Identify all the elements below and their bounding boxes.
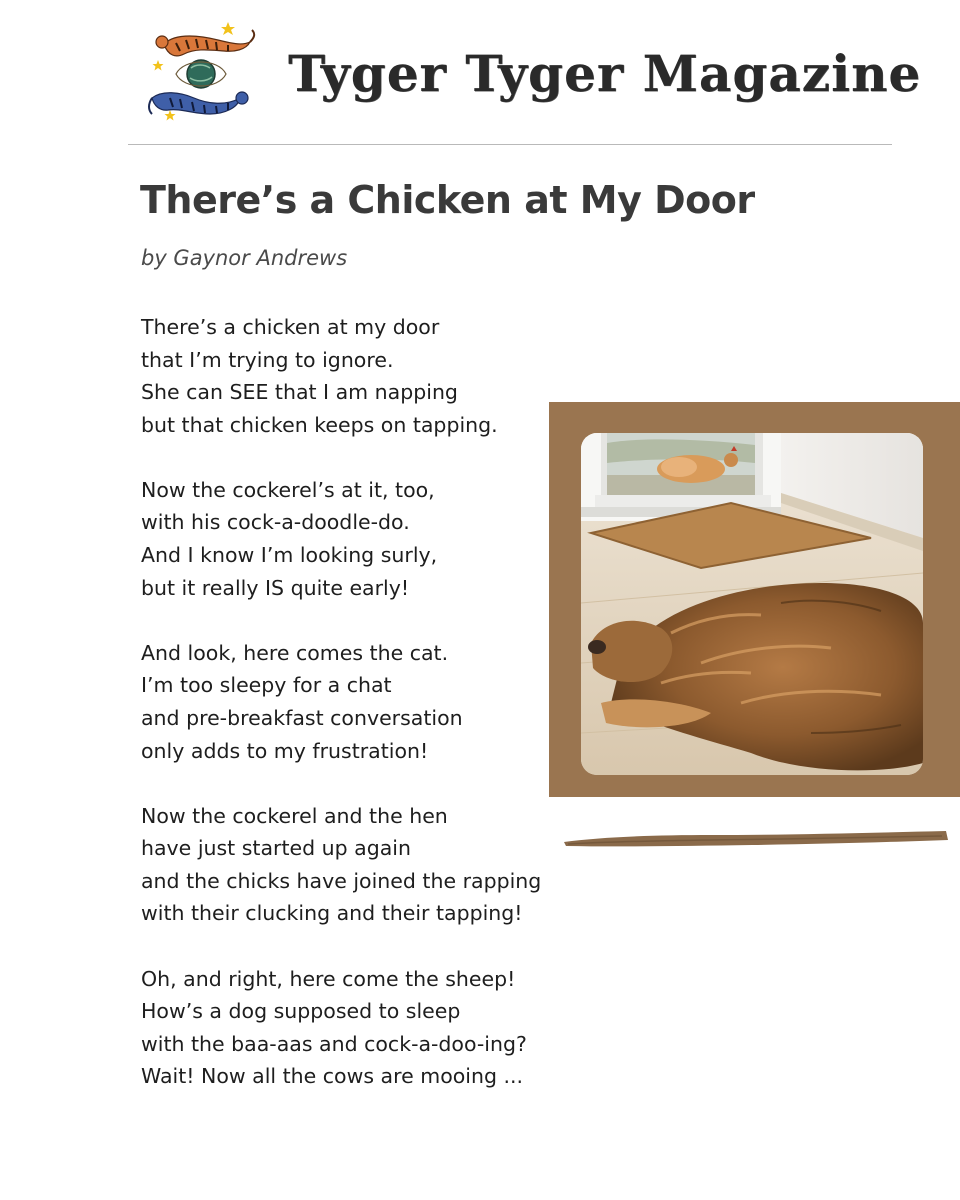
poem-line: but that chicken keeps on tapping. [141, 412, 498, 437]
poem-line: She can SEE that I am napping [141, 380, 458, 405]
stanza [141, 637, 561, 767]
dog-napping-by-door-photo [581, 433, 923, 775]
poem-line: How’s a dog supposed to sleep [141, 999, 461, 1024]
poem-line: only adds to my frustration! [141, 738, 429, 763]
magazine-title: Tyger Tyger Magazine [288, 44, 922, 103]
photo-frame [549, 402, 960, 797]
poem-line: with the baa-aas and cock-a-doo-ing? [141, 1031, 527, 1056]
tigers-and-globe-logo-icon [146, 18, 256, 126]
poem-byline: by Gaynor Andrews [141, 246, 348, 270]
poem-line: but it really IS quite early! [141, 575, 410, 600]
poem-line: And I know I’m looking surly, [141, 543, 438, 568]
stanza [141, 963, 561, 1093]
poem-line: with his cock-a-doodle-do. [141, 510, 410, 535]
poem-line: with their clucking and their tapping! [141, 901, 523, 926]
poem-title: There’s a Chicken at My Door [140, 178, 755, 222]
magazine-logo [146, 18, 256, 126]
poem-line: and the chicks have joined the rapping [141, 868, 542, 893]
poem-line: I’m too sleepy for a chat [141, 673, 392, 698]
poem-line: Now the cockerel’s at it, too, [141, 477, 435, 502]
poem-line: And look, here comes the cat. [141, 640, 449, 665]
poem-line: Now the cockerel and the hen [141, 803, 448, 828]
poem-line: and pre-breakfast conversation [141, 705, 463, 730]
stanza [141, 311, 561, 441]
poem-line: There’s a chicken at my door [141, 315, 440, 339]
poem-line: Oh, and right, here come the sheep! [141, 966, 516, 991]
decorative-brush-stroke [562, 826, 950, 854]
poem-line: have just started up again [141, 836, 411, 861]
poem-line: that I’m trying to ignore. [141, 347, 394, 372]
poem-line: Wait! Now all the cows are mooing ... [141, 1064, 524, 1089]
stanza [141, 800, 561, 930]
header-divider [128, 144, 892, 145]
poem-body [141, 311, 561, 1125]
stanza [141, 474, 561, 604]
